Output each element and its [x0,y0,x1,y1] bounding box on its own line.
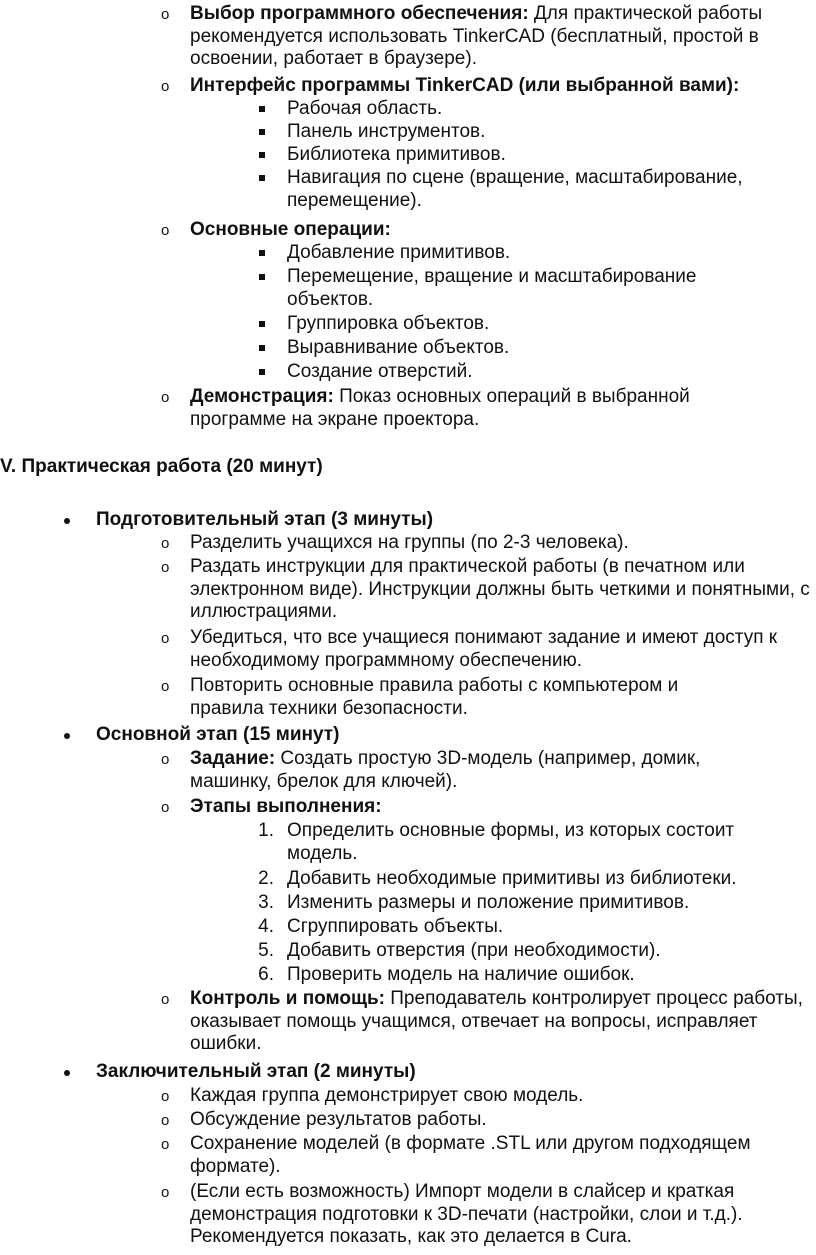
step-item: 3. Изменить размеры и положение примитивов. [0,892,689,915]
list-item: o Разделить учащихся на группы (по 2-3 человека). [0,532,629,555]
list-item-operations [0,219,391,242]
dot-bullet [64,518,70,524]
item-label: Этапы выполнения: [190,796,382,817]
step-number: 3. [258,892,274,913]
step-item: 5. Добавить отверстия (при необходимости). [0,940,661,963]
stage-prep [0,509,433,532]
item-label: Демонстрация: [190,386,334,407]
circle-bullet: o [161,6,170,23]
sub-item: Группировка объектов. [0,313,489,336]
circle-bullet: o [161,78,170,95]
stage-title: Основной этап (15 минут) [96,724,340,745]
square-bullet [259,321,265,327]
list-item: o Каждая группа демонстрирует свою модель. [0,1085,583,1108]
list-item-software [0,3,816,71]
square-bullet [259,250,265,256]
stage-final [0,1061,416,1084]
circle-bullet: o [161,630,170,647]
item-label: Выбор программного обеспечения: [190,3,529,24]
circle-bullet: o [161,389,170,406]
circle-bullet: o [161,222,170,239]
step-number: 2. [258,868,274,889]
step-item: 6. Проверить модель на наличие ошибок. [0,964,635,987]
circle-bullet: o [161,1184,170,1201]
sub-item: Библиотека примитивов. [0,144,506,167]
list-item: o Убедиться, что все учащиеся понимают задание и имеют доступ к необходимому программному обеспечению. [161,627,778,671]
square-bullet [259,345,265,351]
section-heading: V. Практическая работа (20 минут) [0,456,323,477]
step-item: 4. Сгруппировать объекты. [0,916,503,939]
square-bullet [259,129,265,135]
square-bullet [259,106,265,112]
sub-item: Создание отверстий. [0,361,473,384]
list-item-demo [0,386,816,431]
step-item: 1. Определить основные формы, из которых состоит модель. [0,820,816,865]
square-bullet [259,274,265,280]
sub-item: Навигация по сцене (вращение, масштабирование, перемещение). [0,167,816,212]
list-item: o (Если есть возможность) Импорт модели в слайсер и краткая демонстрация подготовки к 3D-печати (настройки, слои и т.д.). Рекомендуется показать, как это делается в Cura. [161,1181,743,1248]
dot-bullet [64,1070,70,1076]
item-text: Для практической работы рекомендуется использовать TinkerCAD (бесплатный, простой в освоении, работает в браузере). [190,3,763,70]
list-item-interface [0,75,816,98]
stage-main [0,724,339,747]
square-bullet [259,152,265,158]
item-text: Показ основных операций в выбранной программе на экране проектора. [190,386,690,430]
list-item: o Сохранение моделей (в формате .STL или другом подходящем формате). [161,1133,751,1177]
list-item: o Обсуждение результатов работы. [0,1109,487,1132]
circle-bullet: o [161,991,170,1008]
sub-item: Панель инструментов. [0,121,485,144]
item-text: Преподаватель контролирует процесс работы, оказывает помощь учащимся, отвечает на вопросы, исправляет ошибки. [190,988,803,1055]
square-bullet [259,175,265,181]
sub-item: Перемещение, вращение и масштабирование объектов. [0,266,816,311]
dot-bullet [64,733,70,739]
step-number: 5. [258,940,274,961]
stage-title: Подготовительный этап (3 минуты) [96,509,434,530]
item-label: Задание: [190,748,276,769]
circle-bullet: o [161,751,170,768]
list-item-steps [0,796,382,819]
item-label: Основные операции: [190,219,391,240]
item-label: Интерфейс программы TinkerCAD (или выбранной вами): [190,75,740,96]
sub-item: Выравнивание объектов. [0,337,509,360]
circle-bullet: o [161,1136,170,1153]
stage-title: Заключительный этап (2 минуты) [96,1061,416,1082]
circle-bullet: o [161,678,170,695]
step-item: 2. Добавить необходимые примитивы из библиотеки. [0,868,737,891]
step-number: 1. [258,820,274,841]
circle-bullet: o [161,559,170,576]
list-item-control [0,988,816,1056]
step-number: 6. [258,964,274,985]
circle-bullet: o [161,1112,170,1129]
sub-item: Добавление примитивов. [0,242,510,265]
step-number: 4. [258,916,274,937]
list-item: o Повторить основные правила работы с компьютером и правила техники безопасности. [161,675,679,719]
circle-bullet: o [161,799,170,816]
list-item: o Раздать инструкции для практической работы (в печатном или электронном виде). Инструкции должны быть четкими и понятными, с иллюстрациями. [161,556,810,623]
item-text: Создать простую 3D-модель (например, домик, машинку, брелок для ключей). [190,748,701,792]
item-label: Контроль и помощь: [190,988,385,1009]
circle-bullet: o [161,535,170,552]
circle-bullet: o [161,1088,170,1105]
square-bullet [259,369,265,375]
sub-item: Рабочая область. [0,98,442,121]
list-item-task [0,748,816,793]
